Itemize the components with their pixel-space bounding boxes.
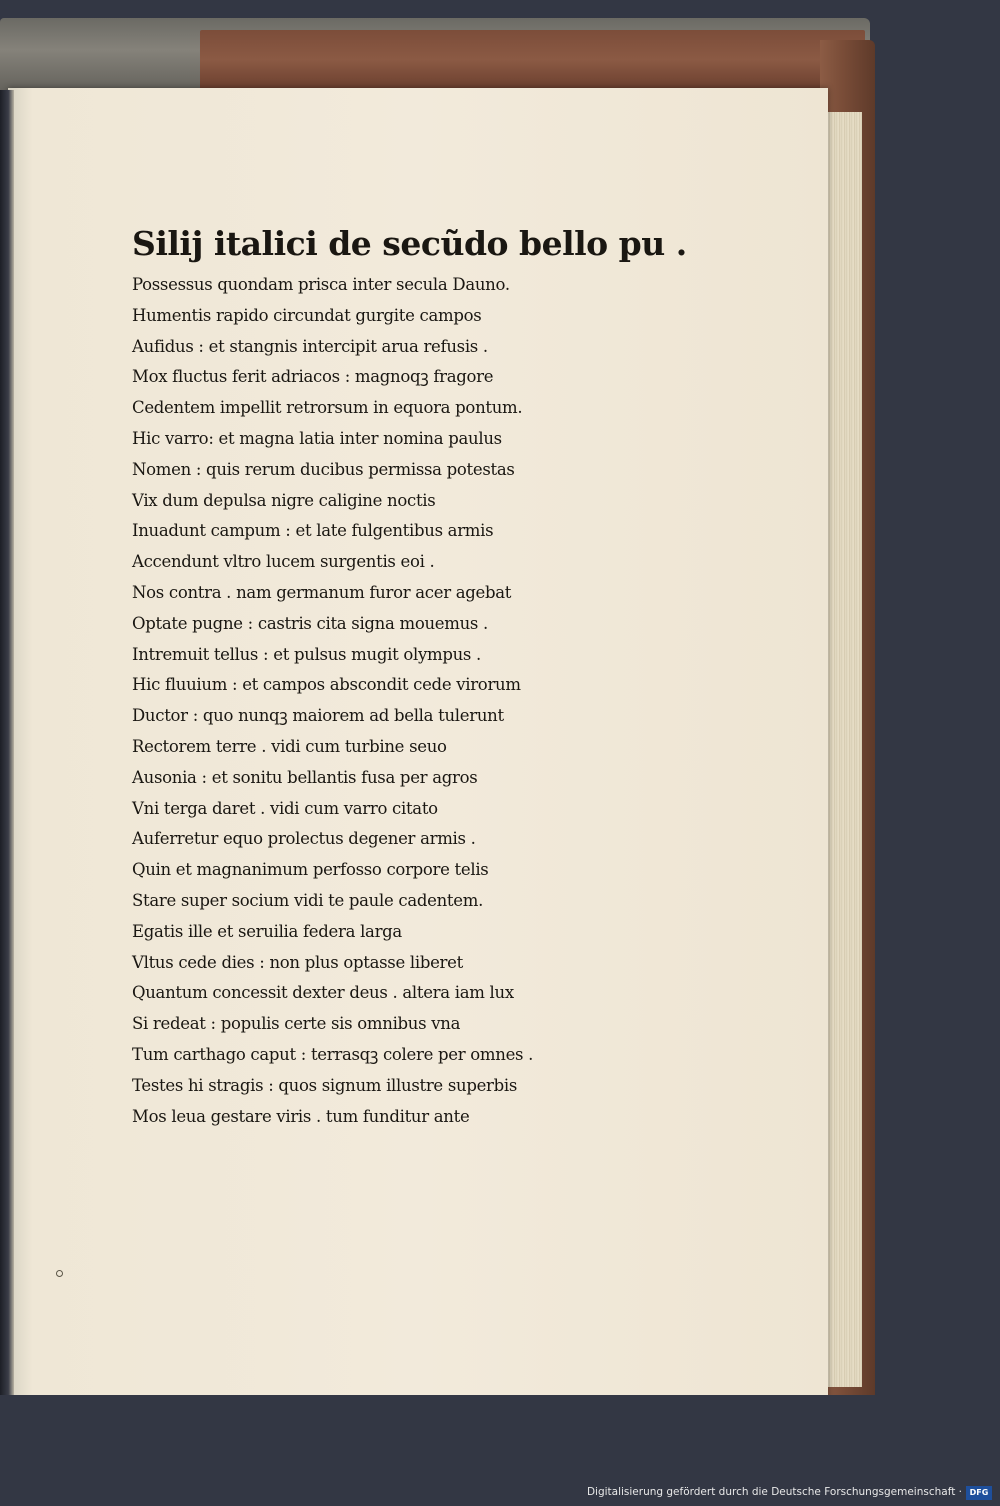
verse-line: Ausonia : et sonitu bellantis fusa per agros [132,767,478,787]
verse-line: Quin et magnanimum perfosso corpore telis [132,860,489,880]
verse-line: Mos leua gestare viris . tum funditur ante [132,1106,470,1126]
verse-line: Hic fluuium : et campos abscondit cede virorum [132,675,521,695]
spine-shadow [0,90,14,1400]
verse-line: Auferretur equo prolectus degener armis . [132,829,476,849]
verse-list [132,270,532,1132]
verse-line: Intremuit tellus : et pulsus mugit olympus . [132,644,481,664]
verse-line: Cedentem impellit retrorsum in equora pontum. [132,398,523,418]
dfg-logo-icon: DFG [966,1486,992,1500]
verse-line: Egatis ille et seruilia federa larga [132,921,402,941]
printed-text-block [132,220,687,1132]
verse-line: Vni terga daret . vidi cum varro citato [132,798,438,818]
verse-line: Optate pugne : castris cita signa mouemus . [132,613,488,633]
verse-line: Testes hi stragis : quos signum illustre superbis [132,1075,518,1095]
digitization-credit: Digitalisierung gefördert durch die Deutsche Forschungsgemeinschaft · [586,1486,962,1498]
verse-line: Vix dum depulsa nigre caligine noctis [132,490,436,510]
verse-line: Hic varro: et magna latia inter nomina paulus [132,428,502,448]
verse-line: Aufidus : et stangnis intercipit arua refusis . [132,336,488,356]
scan-bottom-background [0,1395,1000,1485]
verse-line: Inuadunt campum : et late fulgentibus armis [132,521,494,541]
verse-line: Ductor : quo nunqꝫ maiorem ad bella tulerunt [132,706,504,726]
margin-mark [56,1270,63,1277]
verse-line: Quantum concessit dexter deus . altera iam lux [132,983,514,1003]
verse-line: Nos contra . nam germanum furor acer agebat [132,582,512,602]
verse-line: Humentis rapido circundat gurgite campos [132,305,482,325]
verse-line: Possessus quondam prisca inter secula Dauno. [132,275,510,294]
verse-line: Tum carthago caput : terrasqꝫ colere per omnes . [132,1044,534,1064]
verse-line: Vltus cede dies : non plus optasse liberet [132,952,463,972]
page-heading: Silij italici de secũdo bello pu . [132,224,687,263]
verse-line: Mox fluctus ferit adriacos : magnoqꝫ fragore [132,367,494,387]
verse-line: Rectorem terre . vidi cum turbine seuo [132,736,447,756]
verse-line: Stare super socium vidi te paule cadentem. [132,890,484,910]
verse-line: Accendunt vltro lucem surgentis eoi . [132,552,435,572]
verse-line: Si redeat : populis certe sis omnibus vna [132,1014,461,1034]
book-cover-leather-strip [200,30,865,90]
verse-line: Nomen : quis rerum ducibus permissa potestas [132,459,515,479]
